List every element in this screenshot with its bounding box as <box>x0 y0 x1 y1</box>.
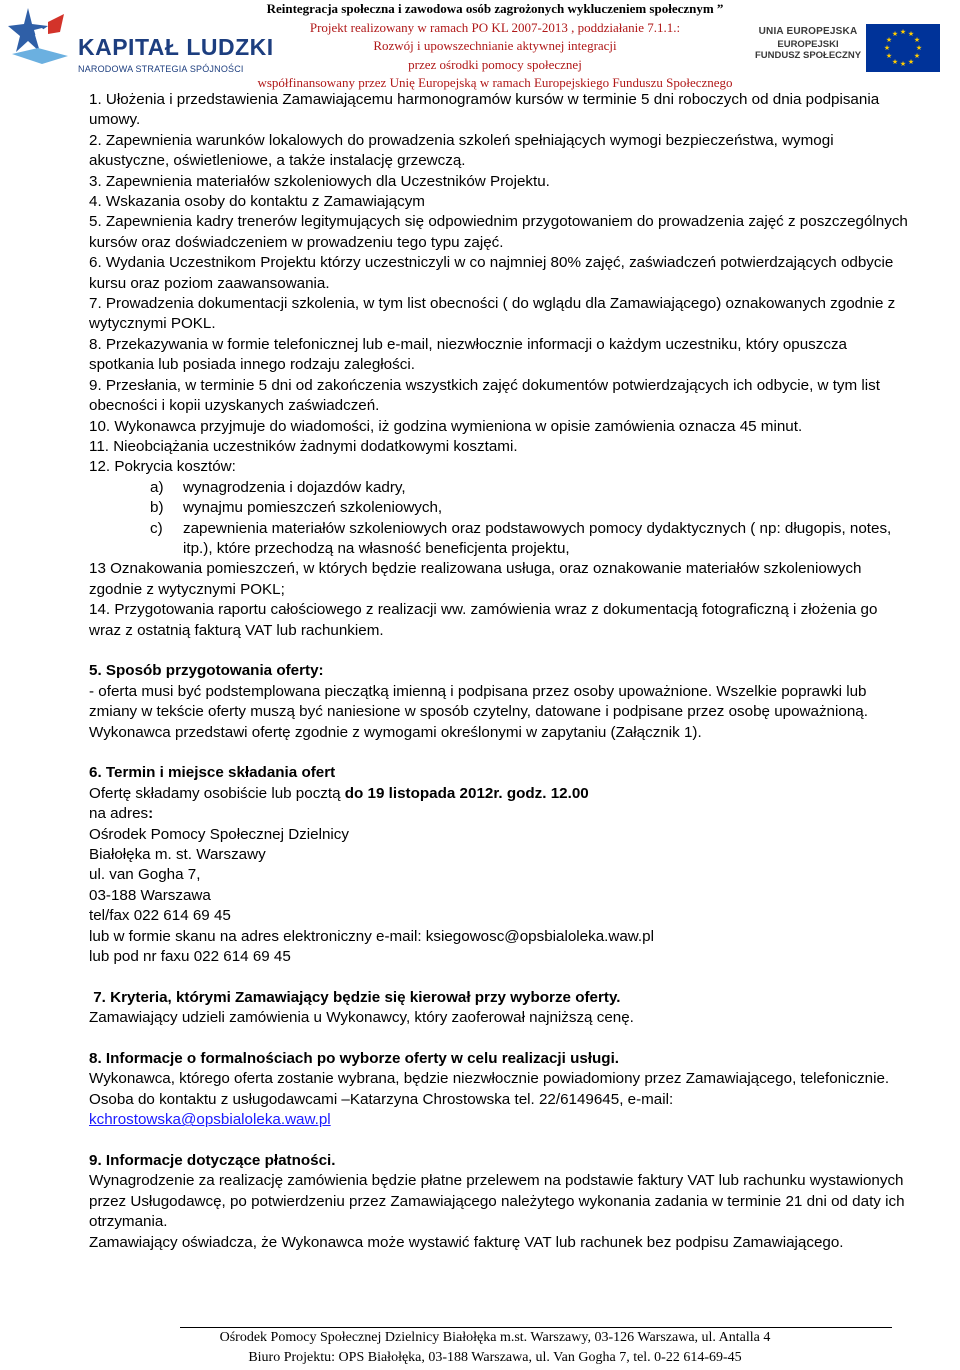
svg-text:★: ★ <box>885 36 893 44</box>
svg-text:★: ★ <box>913 52 921 60</box>
project-info <box>200 0 790 93</box>
project-line-2: Projekt realizowany w ramach PO KL 2007-2013 , poddziałanie 7.1.1.: <box>309 19 681 35</box>
svg-text:★: ★ <box>899 60 907 68</box>
list-item: 5. Zapewnienia kadry trenerów legitymujących się odpowiednim przygotowaniem do prowadzenia zajęć z poszczególnych kursów oraz doświadczeniem w prowadzeniu tego typu zajęć. <box>89 213 908 251</box>
project-line-4: przez ośrodki pomocy społecznej <box>408 56 582 72</box>
list-item: 12. Pokrycia kosztów: <box>89 458 236 476</box>
section-5-text: - oferta musi być podstemplowana pieczątką imienną i podpisana przez osoby upoważnione. Wszelkie poprawki lub zmiany w tekście oferty muszą być naniesione w sposób czytelny, datowane i podpisane przez osobę upoważnioną. Wykonawca przedstawi ofertę zgodnie z wymogami określonymi w zapytaniu (Załącznik 1). <box>89 682 868 741</box>
section-8-text <box>89 1069 909 1130</box>
address-line: Białołęka m. st. Warszawy <box>89 846 266 863</box>
section-9-text-1: Wynagrodzenie za realizację zamówienia będzie płatne przelewem na podstawie faktury VAT lub rachunku wystawionych przez Usługodawcę, po potwierdzeniu przez Zamawiającego należytego wykonania zadania w terminie 21 dni od daty ich otrzymania. <box>89 1172 905 1231</box>
svg-text:★: ★ <box>883 44 891 52</box>
sub-list-text: wynagrodzenia i dojazdów kadry, <box>183 478 406 496</box>
eu-logo <box>752 22 952 72</box>
list-item: 11. Nieobciążania uczestników żadnymi dodatkowymi kosztami. <box>89 437 518 455</box>
address-intro-colon: : <box>148 805 154 823</box>
address-line: lub w formie skanu na adres elektroniczny e-mail: ksiegowosc@opsbialoleka.waw.pl <box>89 927 654 945</box>
list-item: 14. Przygotowania raportu całościowego z realizacji ww. zamówienia wraz z dokumentacją fotograficzną i złożenia go wraz z ostatnią fakturą VAT lub rachunkiem. <box>89 601 878 639</box>
cost-sub-list <box>89 478 909 560</box>
section-9-heading: 9. Informacje dotyczące płatności. <box>89 1152 336 1170</box>
sub-list-marker: c) <box>150 519 163 537</box>
list-item: 6. Wydania Uczestnikom Projektu którzy uczestniczyli w co najmniej 80% zajęć, zaświadczeń potwierdzających odbycie kursu oraz poziom zaawansowania. <box>89 254 894 292</box>
section-9-text-2: Zamawiający oświadcza, że Wykonawca może wystawić fakturę VAT lub rachunek bez podpisu Zamawiającego. <box>89 1233 844 1251</box>
list-item: 9. Przesłania, w terminie 5 dni od zakończenia wszystkich zajęć dokumentów potwierdzających ich odbycie, w tym list obecności i kopii uzyskanych zaświadczeń. <box>89 376 880 415</box>
svg-text:★: ★ <box>899 28 907 36</box>
section-6-heading: 6. Termin i miejsce składania ofert <box>89 764 336 782</box>
list-item: 10. Wykonawca przyjmuje do wiadomości, iż godzina wymieniona w opisie zamówienia oznacza 45 minut. <box>89 417 803 435</box>
list-item: 4. Wskazania osoby do kontaktu z Zamawiającym <box>89 193 425 211</box>
list-item: 1. Ułożenia i przedstawienia Zamawiającemu harmonogramów kursów w terminie 5 dni roboczych od dnia podpisania umowy. <box>89 91 880 129</box>
address-line: ul. van Gogha 7, <box>89 866 201 884</box>
svg-text:★: ★ <box>913 36 921 44</box>
document-body <box>89 90 909 1253</box>
footer-line-2: Biuro Projektu: OPS Białołęka, 03-188 Warszawa, ul. Van Gogha 7, tel. 0-22 614-69-45 <box>248 1350 742 1365</box>
list-item: 7. Prowadzenia dokumentacji szkolenia, w tym list obecności ( do wglądu dla Zamawiającego) oznakowanych zgodnie z wytycznymi POKL. <box>89 295 896 333</box>
project-line-1: Reintegracja społeczna i zawodowa osób zagrożonych wykluczeniem społecznym ” <box>266 1 724 16</box>
svg-text:★: ★ <box>891 30 899 38</box>
svg-text:★: ★ <box>907 58 915 66</box>
address-line: tel/fax 022 614 69 45 <box>89 907 231 925</box>
address-intro <box>89 804 909 824</box>
deadline-prefix: Ofertę składamy osobiście lub pocztą <box>89 784 345 802</box>
footer-line-1: Ośrodek Pomocy Społecznej Dzielnicy Białołęka m.st. Warszawy, 03-126 Warszawa, ul. Antalla 4 <box>219 1330 771 1345</box>
section-8-heading: 8. Informacje o formalnościach po wyborze oferty w celu realizacji usługi. <box>89 1050 620 1068</box>
page-footer <box>150 1328 840 1368</box>
eu-line-1: UNIA EUROPEJSKA <box>758 26 858 37</box>
sub-list-marker: a) <box>150 478 164 496</box>
sub-list-text: zapewnienia materiałów szkoleniowych oraz podstawowych pomocy dydaktycznych ( np: długopis, notes, itp.), które przechodzą na własność beneficjenta projektu, <box>183 519 892 557</box>
eu-line-2: EUROPEJSKI <box>777 39 839 50</box>
section-8-body: Wykonawca, którego oferta zostanie wybrana, będzie niezwłocznie powiadomiony przez Zamawiającego, telefonicznie. Osoba do kontaktu z usługodawcami –Katarzyna Chrostowska tel. 22/6149645, e-mail: <box>89 1070 890 1108</box>
sub-list-item <box>89 519 909 560</box>
eu-flag-icon <box>866 24 940 72</box>
contact-email-link[interactable]: kchrostowska@opsbialoleka.waw.pl <box>89 1111 331 1129</box>
section-5-heading: 5. Sposób przygotowania oferty: <box>89 662 324 680</box>
address-line: 03-188 Warszawa <box>89 886 211 904</box>
list-item: 13 Oznakowania pomieszczeń, w których będzie realizowana usługa, oraz oznakowanie materiałów szkoleniowych zgodnie z wytycznymi POKL; <box>89 560 862 598</box>
list-item: 3. Zapewnienia materiałów szkoleniowych dla Uczestników Projektu. <box>89 172 550 190</box>
list-item: 8. Przekazywania w formie telefonicznej lub e-mail, niezwłocznie informacji o każdym uczestniku, który opuszcza spotkania lub posiada innego rodzaju zaległości. <box>89 335 847 374</box>
section-7-text: Zamawiający udzieli zamówienia u Wykonawcy, który zaoferował najniższą cenę. <box>89 1009 634 1027</box>
list-item: 2. Zapewnienia warunków lokalowych do prowadzenia szkoleń spełniających wymogi bezpieczeństwa, wymogi akustyczne, oświetleniowe, a także instalację grzewczą. <box>89 131 834 170</box>
logo-title: KAPITAŁ LUDZKI <box>78 34 274 60</box>
address-intro-text: na adres <box>89 805 149 823</box>
svg-text:★: ★ <box>891 58 899 66</box>
eu-line-3: FUNDUSZ SPOŁECZNY <box>754 50 862 61</box>
eu-text <box>752 26 864 61</box>
deadline-date: do 19 listopada 2012r. godz. 12.00 <box>344 784 589 802</box>
svg-text:★: ★ <box>885 52 893 60</box>
sub-list-item <box>89 498 909 518</box>
page-header <box>0 0 960 90</box>
section-7-heading: 7. Kryteria, którymi Zamawiający będzie się kierował przy wyborze oferty. <box>89 988 621 1006</box>
address-line: lub pod nr faxu 022 614 69 45 <box>89 948 291 966</box>
kapital-ludzki-star-icon <box>8 4 72 68</box>
svg-text:★: ★ <box>915 44 923 52</box>
project-line-3: Rozwój i upowszechnianie aktywnej integracji <box>373 38 617 53</box>
sub-list-marker: b) <box>150 499 164 517</box>
sub-list-text: wynajmu pomieszczeń szkoleniowych, <box>183 499 443 517</box>
project-line-5: współfinansowany przez Unię Europejską w ramach Europejskiego Funduszu Społecznego <box>257 75 733 90</box>
deadline-line <box>89 784 909 804</box>
sub-list-item <box>89 478 909 498</box>
svg-text:★: ★ <box>907 30 915 38</box>
logo-subtitle: NARODOWA STRATEGIA SPÓJNOŚCI <box>78 64 244 74</box>
address-line: Ośrodek Pomocy Społecznej Dzielnicy <box>89 825 349 843</box>
